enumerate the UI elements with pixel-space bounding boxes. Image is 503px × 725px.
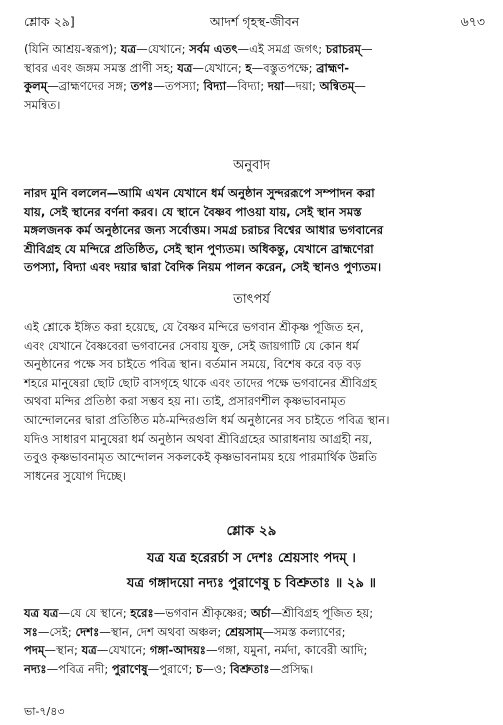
purport-line: সাধনের সুযোগ দিচ্ছে। xyxy=(24,468,126,483)
translation-line: নারদ মুনি বললেন—আমি এখন যেখানে ধর্ম অনুষ্ঠান সুন্দররূপে সম্পাদন করা xyxy=(24,186,375,200)
verse-line-1: যত্র যত্র হরেরর্চা স দেশঃ শ্রেয়সাং পদম্ । xyxy=(146,551,357,566)
purport-text xyxy=(24,318,487,485)
purport-line: এই শ্লোকে ইঙ্গিত করা হয়েছে, যে বৈষ্ণব মন্দিরে ভগবান শ্রীকৃষ্ণ পূজিত হন, xyxy=(24,320,364,334)
purport-heading: তাৎপর্য xyxy=(233,292,270,307)
translation-line: মঙ্গলজনক কর্ম অনুষ্ঠানের জন্য সর্বোত্তম। সমগ্র চরাচর বিশ্বের আধার ভগবানের xyxy=(24,223,384,238)
purport-line: আন্দোলনের দ্বারা প্রতিষ্ঠিত মঠ-মন্দিরগুলি ধর্ম অনুষ্ঠানের সব চাইতে পবিত্র স্থান। xyxy=(24,412,390,427)
synonyms-line: নদ্যঃ—পবিত্র নদী; পুরাণেষু—পুরাণে; চ—ও; বিশ্রুতাঃ—প্রসিদ্ধ। xyxy=(24,661,314,676)
synonyms-previous-line: সমন্বিত। xyxy=(24,97,61,112)
purport-line: শহরে মানুষেরা ছোট ছোট বাসগৃহে থাকে এবং তাদের পক্ষে ভগবানের শ্রীবিগ্রহ xyxy=(24,375,377,390)
header-verse-ref: শ্লোক ২৯] xyxy=(24,14,75,29)
page-header xyxy=(24,14,485,36)
synonyms-previous-line: কুলম্—ব্রাহ্মণদের সঙ্গ; তপঃ—তপস্যা; বিদ্যা—বিদ্যা; দয়া—দয়া; অন্বিতম্— xyxy=(24,79,366,94)
synonyms-previous xyxy=(24,40,487,114)
synonyms-line: পদম্—স্থান; যত্র—যেখানে; গঙ্গা-আদয়ঃ—গঙ্গা, যমুনা, নর্মদা, কাবেরী আদি; xyxy=(24,643,368,658)
translation-heading: অনুবাদ xyxy=(233,158,270,173)
synonyms-line: যত্র যত্র—যে যে স্থানে; হরেঃ—ভগবান শ্রীকৃষ্ণের; অর্চা—শ্রীবিগ্রহ পূজিত হয়; xyxy=(24,606,374,620)
synonyms-line: সঃ—সেই; দেশঃ—স্থান, দেশ অথবা অঞ্চল; শ্রেয়সাম্—সমস্ত কল্যাণের; xyxy=(24,624,346,639)
translation-line: শ্রীবিগ্রহ যে মন্দিরে প্রতিষ্ঠিত, সেই স্থান পুণ্যতম। অধিকন্তু, যেখানে ব্রাহ্মণেরা xyxy=(24,241,374,256)
synonyms-previous-line: (যিনি আশ্রয়-স্বরূপ); যত্র—যেখানে; সর্বম এতৎ—এই সমগ্র জগৎ; চরাচরম্— xyxy=(24,42,373,56)
translation-text xyxy=(24,184,487,277)
translation-line: যায়, সেই স্থানের বর্ণনা করব। যে স্থানে বৈষ্ণব পাওয়া যায়, সেই স্থান সমস্ত xyxy=(24,204,362,219)
translation-line: তপস্যা, বিদ্যা এবং দয়ার দ্বারা বৈদিক নিয়ম পালন করেন, সেই স্থানও পুণ্যতম। xyxy=(24,260,382,275)
purport-line: তবুও কৃষ্ণভাবনামৃত আন্দোলন সকলকেই কৃষ্ণভাবনাময় হয়ে পারমার্থিক উন্নতি xyxy=(24,450,377,465)
synonyms xyxy=(24,604,487,678)
purport-line: অথবা মন্দির প্রতিষ্ঠা করা সম্ভব হয় না। তাই, প্রসারণশীল কৃষ্ণভাবনামৃত xyxy=(24,394,346,409)
verse-line-2: যত্র গঙ্গাদয়ো নদ্যঃ পুরাণেষু চ বিশ্রুতাঃ ॥ ২৯ ॥ xyxy=(126,576,377,591)
synonyms-previous-line: স্থাবর এবং জঙ্গম সমস্ত প্রাণী সহ; যত্র—যেখানে; হ—বস্তুতপক্ষে; ব্রাহ্মণ- xyxy=(24,60,350,75)
verse-title: শ্লোক ২৯ xyxy=(226,523,277,539)
header-page-number: ৬৭৩ xyxy=(460,14,485,29)
purport-line: অনুষ্ঠানের পক্ষে সব চাইতে পবিত্র স্থান। বর্তমান সময়ে, বিশেষ করে বড় বড় xyxy=(24,357,362,372)
purport-line: যদিও সাধারণ মানুষেরা ধর্ম অনুষ্ঠান অথবা শ্রীবিগ্রহের আরাধনায় আগ্রহী নয়, xyxy=(24,431,373,446)
purport-line: এবং যেখানে বৈষ্ণবেরা ভগবানের সেবায় যুক্ত, সেই জায়গাটি যে কোন ধর্ম xyxy=(24,338,359,353)
page-signature: ভা-৭/৪৩ xyxy=(24,705,65,718)
header-chapter-title: আদর্শ গৃহস্থ-জীবন xyxy=(209,14,300,29)
